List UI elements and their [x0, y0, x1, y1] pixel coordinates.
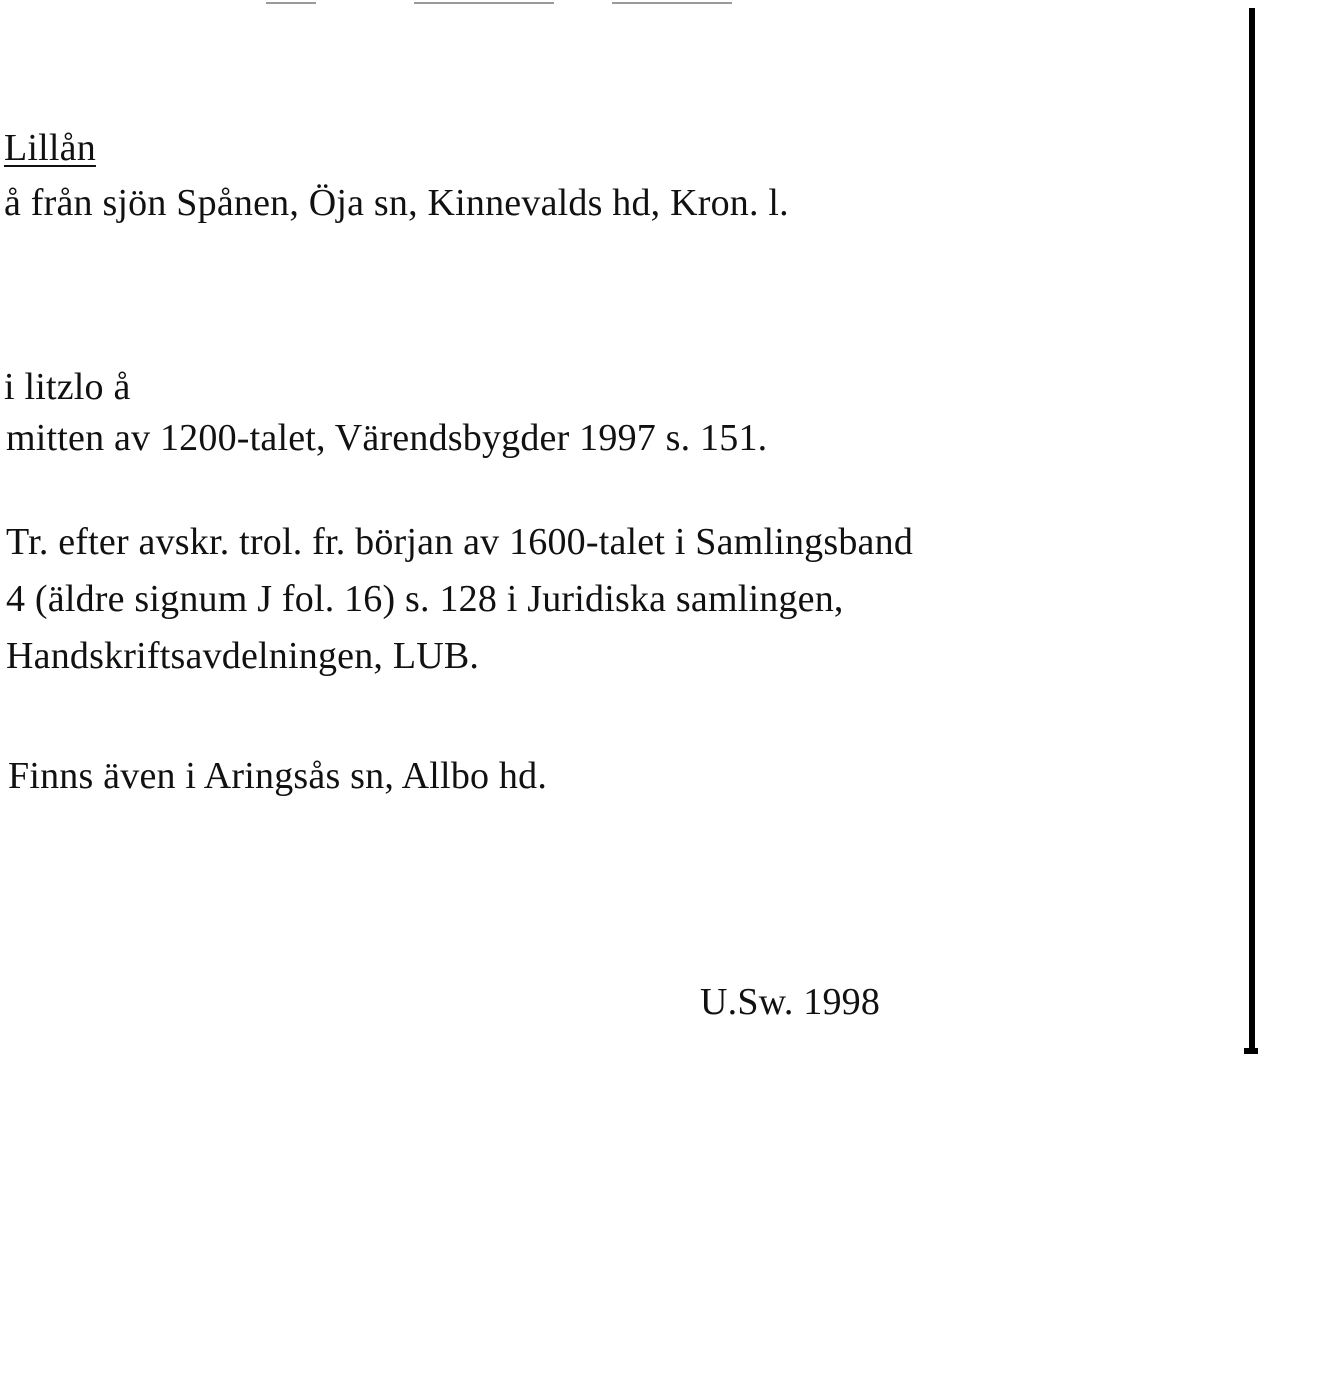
- signature: U.Sw. 1998: [700, 981, 881, 1023]
- scan-artifact: [612, 2, 732, 4]
- provenance-line-3: Handskriftsavdelningen, LUB.: [6, 635, 480, 677]
- provenance-line-2: 4 (äldre signum J fol. 16) s. 128 i Juridiska samlingen,: [6, 578, 844, 620]
- definition: å från sjön Spånen, Öja sn, Kinnevalds hd, Kron. l.: [4, 182, 789, 224]
- provenance-line-1: Tr. efter avskr. trol. fr. början av 1600-talet i Samlingsband: [6, 521, 914, 563]
- card-border: [1249, 8, 1255, 1054]
- card-border-foot: [1244, 1048, 1258, 1054]
- date-source: mitten av 1200-talet, Värendsbygder 1997 s. 151.: [6, 417, 768, 459]
- attested-form: i litzlo å: [4, 366, 131, 408]
- headword: Lillån: [4, 127, 96, 169]
- note: Finns även i Aringsås sn, Allbo hd.: [8, 755, 548, 797]
- scan-artifact: [266, 2, 316, 4]
- scan-artifact: [414, 2, 554, 4]
